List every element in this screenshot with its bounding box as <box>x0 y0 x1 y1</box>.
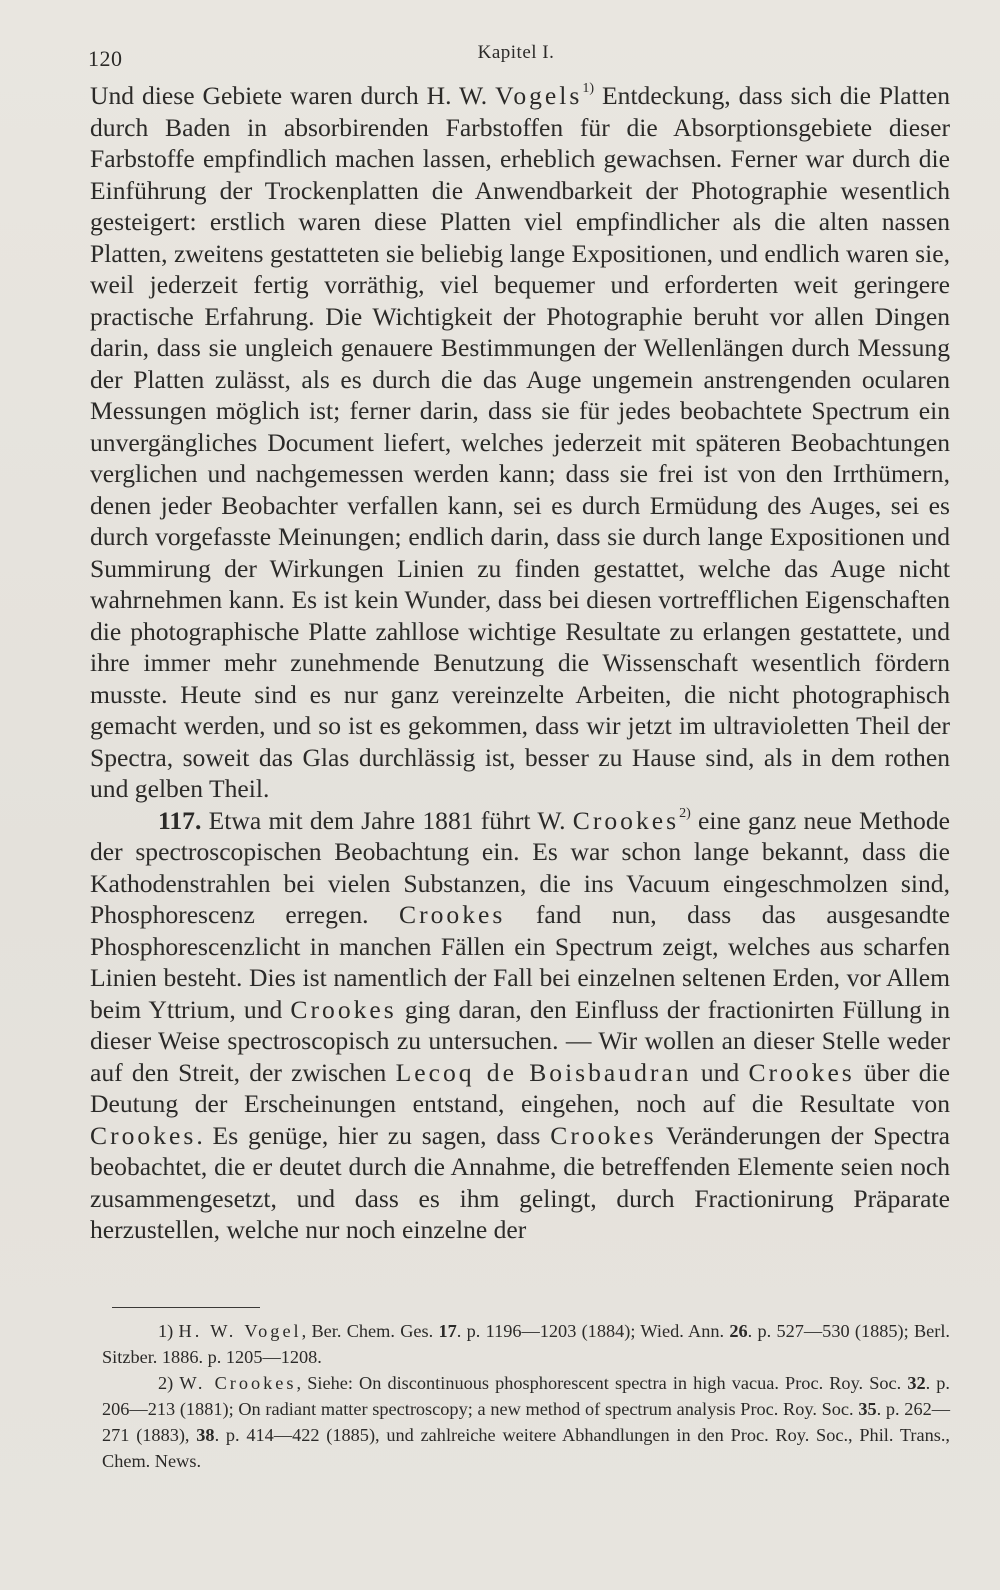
text-run: Und diese Gebiete waren durch H. W. <box>90 81 496 110</box>
text-run: ging daran, den Einfluss der fractionirten Füllung in dieser Weise spectroscopisch zu untersuchen. — Wir wollen an dieser Stelle weder auf den Streit, der zwischen <box>90 994 950 1087</box>
text-run: , Siehe: On discontinuous phosphorescent spectra in high vacua. Proc. Roy. Soc. <box>296 1373 908 1393</box>
author-name: Crookes <box>90 1120 197 1150</box>
footnote-2 <box>102 1370 950 1474</box>
footnote-rule <box>112 1307 260 1308</box>
text-run: fand nun, dass das ausgesandte Phosphorescenzlicht in manchen Fällen ein Spectrum zeigt, welches aus scharfen Linien besteht. Dies ist namentlich der Fall bei einzelnen seltenen Erden, vor Allem beim Yttrium, und <box>90 900 950 1024</box>
text-run: eine ganz neue Methode der spectroscopischen Beobachtung ein. Es war schon lange bekannt, dass die Kathodenstrahlen bei vielen Substanzen, die ins Vacuum eingeschmolzen sind, Phosphorescenz erregen. <box>90 805 950 929</box>
footnote-author: H. W. Vogel <box>178 1321 302 1341</box>
text-run: Etwa mit dem Jahre 1881 führt W. <box>201 805 573 835</box>
page-header <box>88 40 944 76</box>
section-number: 117. <box>158 805 202 835</box>
text-run: . p. 414—422 (1885), und zahlreiche weitere Abhandlungen in den Proc. Roy. Soc., Phil. Trans., Chem. News. <box>102 1425 950 1471</box>
paragraph-2 <box>90 805 950 1246</box>
footnote-ref-1: 1) <box>582 80 595 97</box>
footnote-label: 1) <box>158 1321 174 1341</box>
volume-number: 32 <box>907 1373 926 1393</box>
text-run: und <box>691 1057 749 1087</box>
text-run: . p. 206—213 (1881); On radiant matter spectroscopy; a new method of spectrum analysis Proc. Roy. Soc. <box>102 1373 950 1419</box>
author-name: Crookes <box>572 805 680 835</box>
page-number: 120 <box>88 46 123 71</box>
volume-number: 17 <box>438 1321 457 1341</box>
author-name: Lecoq de Boisbaudran <box>395 1057 692 1087</box>
text-run: Veränderungen der Spectra beobachtet, die er deutet durch die Annahme, die betreffenden Elemente seien noch zusammengesetzt, und dass es ihm gelingt, durch Fractionirung Präparate herzustellen, welche nur noch einzelne der <box>90 1120 950 1244</box>
author-name: Crookes <box>550 1120 657 1150</box>
author-name: Vogels <box>495 81 583 110</box>
text-run: . p. 262—271 (1883), <box>102 1399 951 1445</box>
text-run: , Ber. Chem. Ges. <box>301 1321 439 1341</box>
text-run: . Es genüge, hier zu sagen, dass <box>196 1120 551 1150</box>
running-head: Kapitel I. <box>477 42 555 63</box>
text-run: . p. 1196—1203 (1884); Wied. Ann. <box>456 1321 730 1341</box>
footnote-ref-2: 2) <box>679 804 691 821</box>
text-run: über die Deutung der Erscheinungen entstand, eingehen, noch auf die Resultate von <box>90 1057 950 1118</box>
text-run: . p. 527—530 (1885); Berl. Sitzber. 1886. p. 1205—1208. <box>102 1321 951 1367</box>
body-text <box>90 80 950 1246</box>
author-name: Crookes <box>399 900 506 929</box>
volume-number: 26 <box>729 1321 748 1341</box>
footnote-label: 2) <box>158 1373 174 1393</box>
footnote-author: W. Crookes <box>179 1373 297 1393</box>
volume-number: 35 <box>858 1399 877 1419</box>
text-run: Entdeckung, dass sich die Platten durch Baden in absorbirenden Farbstoffen für die Absorptionsgebiete dieser Farbstoffe empfindlich machen lassen, erheblich gewachsen. Ferner war durch die Einführung der Trockenplatten die Anwendbarkeit der Photographie wesentlich gesteigert: erstlich waren diese Platten viel empfindlicher als die alten nassen Platten, zweitens gestatteten sie beliebig lange Expositionen, und endlich waren sie, weil jederzeit fertig vorräthig, viel bequemer und erforderten weit geringere practische Erfahrung. Die Wichtigkeit der Photographie beruht vor allen Dingen darin, dass sie ungleich genauere Bestimmungen der Wellenlängen durch Messung der Platten zulässt, als es durch die das Auge ungemein anstrengenden ocularen Messungen möglich ist; ferner darin, dass sie für jedes beobachtete Spectrum ein unvergängliches Document liefert, welches jederzeit mit späteren Beobachtungen verglichen und nachgemessen werden kann; dass sie frei ist von den Irrthümern, denen jeder Beobachter verfallen kann, sei es durch Ermüdung des Auges, sei es durch vorgefasste Meinungen; endlich darin, dass sie durch lange Expositionen und Summirung der Wirkungen Linien zu finden gestattet, welche das Auge nicht wahrnehmen kann. Es ist kein Wunder, dass bei diesen vortrefflichen Eigenschaften die photographische Platte zahllose wichtige Resultate zu erlangen gestattete, und ihre immer mehr zunehmende Benutzung die Wissenschaft wesentlich fördern musste. Heute sind es nur ganz vereinzelte Arbeiten, die nicht photographisch gemacht werden, und so ist es gekommen, dass wir jetzt im ultravioletten Theil der Spectra, soweit das Glas durchlässig ist, besser zu Hause sind, als in dem rothen und gelben Theil. <box>90 81 951 803</box>
volume-number: 38 <box>196 1425 215 1445</box>
author-name: Crookes <box>748 1057 855 1087</box>
footnotes <box>102 1318 950 1474</box>
footnote-1 <box>102 1318 950 1370</box>
author-name: Crookes <box>290 994 397 1024</box>
paragraph-1 <box>90 80 950 805</box>
